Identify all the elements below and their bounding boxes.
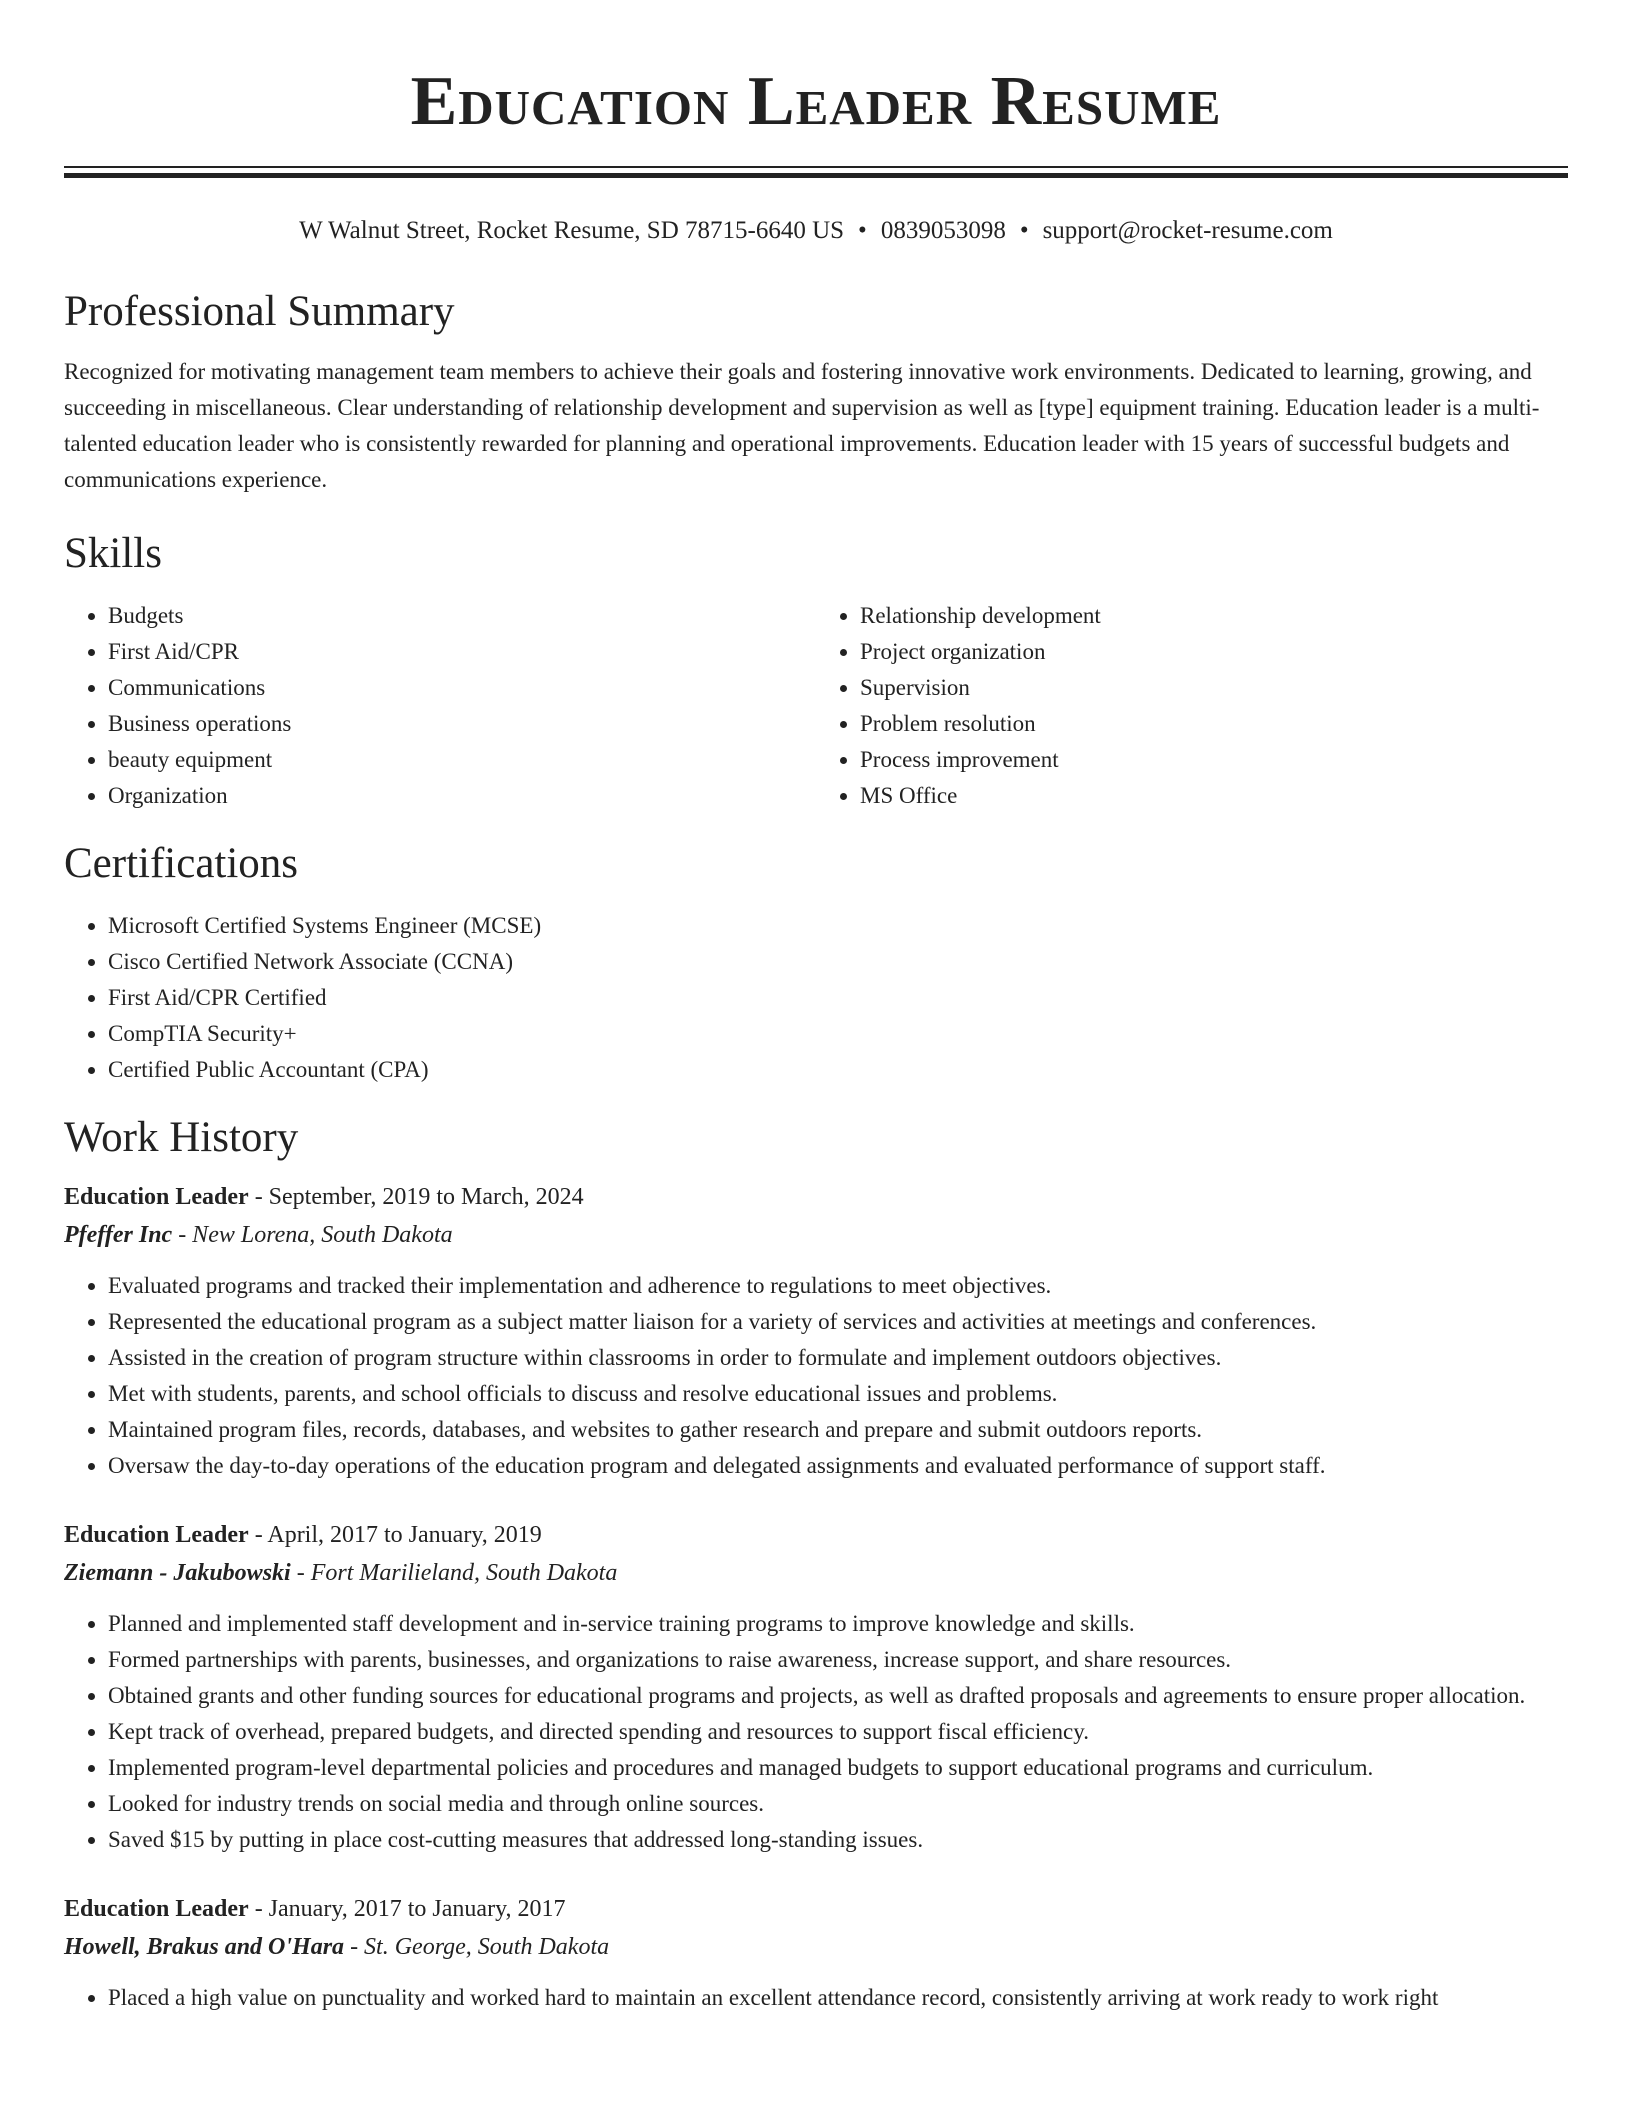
job-bullet: • Represented the educational program as a subject matter liaison for a variety of services and activities at meetings and conferences. [108,1304,1568,1340]
job-company: Ziemann - Jakubowski [64,1560,291,1586]
skill-item: • Budgets [108,598,816,634]
job-title: Education Leader [64,1522,249,1548]
contact-phone: 0839053098 [880,217,1006,244]
job-bullet: • Assisted in the creation of program structure within classrooms in order to formulate and implement outdoors objectives. [108,1340,1568,1376]
job-bullet: • Obtained grants and other funding sources for educational programs and projects, as well as drafted proposals and agreements to ensure proper allocation. [108,1678,1568,1714]
job-bullet: • Kept track of overhead, prepared budgets, and directed spending and resources to support fiscal efficiency. [108,1714,1568,1750]
job-bullet: • Saved $15 by putting in place cost-cutting measures that addressed long-standing issues. [108,1822,1568,1858]
skill-item: • Problem resolution [860,706,1568,742]
job-dates: - January, 2017 to January, 2017 [248,1896,566,1922]
job-company-line [64,1216,1568,1254]
skill-item: • Communications [108,670,816,706]
certification-item: • First Aid/CPR Certified [108,980,1568,1016]
title-divider-thick [64,173,1568,178]
job-title-line [64,1516,1568,1554]
skills-heading: Skills [64,530,162,577]
contact-separator: • [858,217,867,244]
job-company: Pfeffer Inc [64,1222,173,1248]
work-history-heading: Work History [64,1114,299,1161]
skill-item: • Business operations [108,706,816,742]
contact-line [64,216,1568,246]
job-bullets [64,1606,1568,1858]
job-company-line [64,1928,1568,1966]
certifications-heading: Certifications [64,840,299,887]
job-dates: - September, 2019 to March, 2024 [248,1184,584,1210]
skills-list-left [64,598,816,814]
skill-item: • Process improvement [860,742,1568,778]
skills-columns [64,598,1568,814]
job-bullet: • Looked for industry trends on social media and through online sources. [108,1786,1568,1822]
contact-address: W Walnut Street, Rocket Resume, SD 78715-6640 US [299,217,845,244]
summary-heading: Professional Summary [64,288,455,335]
certifications-list [64,908,1568,1088]
job-company: Howell, Brakus and O'Hara [64,1934,345,1960]
job-title: Education Leader [64,1184,249,1210]
job-location: - St. George, South Dakota [344,1934,610,1960]
skill-item: • First Aid/CPR [108,634,816,670]
job-bullet: • Maintained program files, records, databases, and websites to gather research and prepare and submit outdoors reports. [108,1412,1568,1448]
job-location: - New Lorena, South Dakota [172,1222,453,1248]
job-bullet: • Implemented program-level departmental policies and procedures and managed budgets to support educational programs and curriculum. [108,1750,1568,1786]
job-company-line [64,1554,1568,1592]
job-bullet: • Formed partnerships with parents, businesses, and organizations to raise awareness, increase support, and share resources. [108,1642,1568,1678]
skill-item: • Supervision [860,670,1568,706]
certification-item: • Cisco Certified Network Associate (CCNA) [108,944,1568,980]
title-divider-thin [64,166,1568,168]
job-entry [64,1890,1568,2016]
job-title: Education Leader [64,1896,249,1922]
skill-item: • Organization [108,778,816,814]
skill-item: • Relationship development [860,598,1568,634]
contact-separator: • [1019,217,1029,244]
job-bullet: • Oversaw the day-to-day operations of the education program and delegated assignments and evaluated performance of support staff. [108,1448,1568,1484]
job-dates: - April, 2017 to January, 2019 [248,1522,542,1548]
job-bullet: • Evaluated programs and tracked their implementation and adherence to regulations to meet objectives. [108,1268,1568,1304]
skill-item: • Project organization [860,634,1568,670]
job-bullets [64,1980,1568,2016]
job-title-line [64,1178,1568,1216]
certification-item: • Microsoft Certified Systems Engineer (MCSE) [108,908,1568,944]
skill-item: • MS Office [860,778,1568,814]
job-bullet: • Met with students, parents, and school officials to discuss and resolve educational issues and problems. [108,1376,1568,1412]
job-title-line [64,1890,1568,1928]
job-location: - Fort Marilieland, South Dakota [290,1560,618,1586]
skills-list-right [816,598,1568,814]
job-bullets [64,1268,1568,1484]
job-bullet: • Placed a high value on punctuality and worked hard to maintain an excellent attendance record, consistently arriving at work ready to work right [108,1980,1568,2016]
job-entry [64,1516,1568,1858]
job-entry [64,1178,1568,1484]
skill-item: • beauty equipment [108,742,816,778]
contact-email[interactable]: support@rocket-resume.com [1042,217,1333,244]
job-bullet: • Planned and implemented staff development and in-service training programs to improve knowledge and skills. [108,1606,1568,1642]
resume-title: Education Leader Resume [410,63,1222,140]
certification-item: • Certified Public Accountant (CPA) [108,1052,1568,1088]
summary-text: Recognized for motivating management team members to achieve their goals and fostering innovative work environments. Dedicated to learning, growing, and succeeding in miscellaneous. Clear understanding of relationship development and supervision as well as [type] equipment training. Education leader is a multi-talented education leader who is consistently rewarded for planning and operational improvements. Education leader with 15 years of successful budgets and communications experience. [64,359,1540,492]
certification-item: • CompTIA Security+ [108,1016,1568,1052]
